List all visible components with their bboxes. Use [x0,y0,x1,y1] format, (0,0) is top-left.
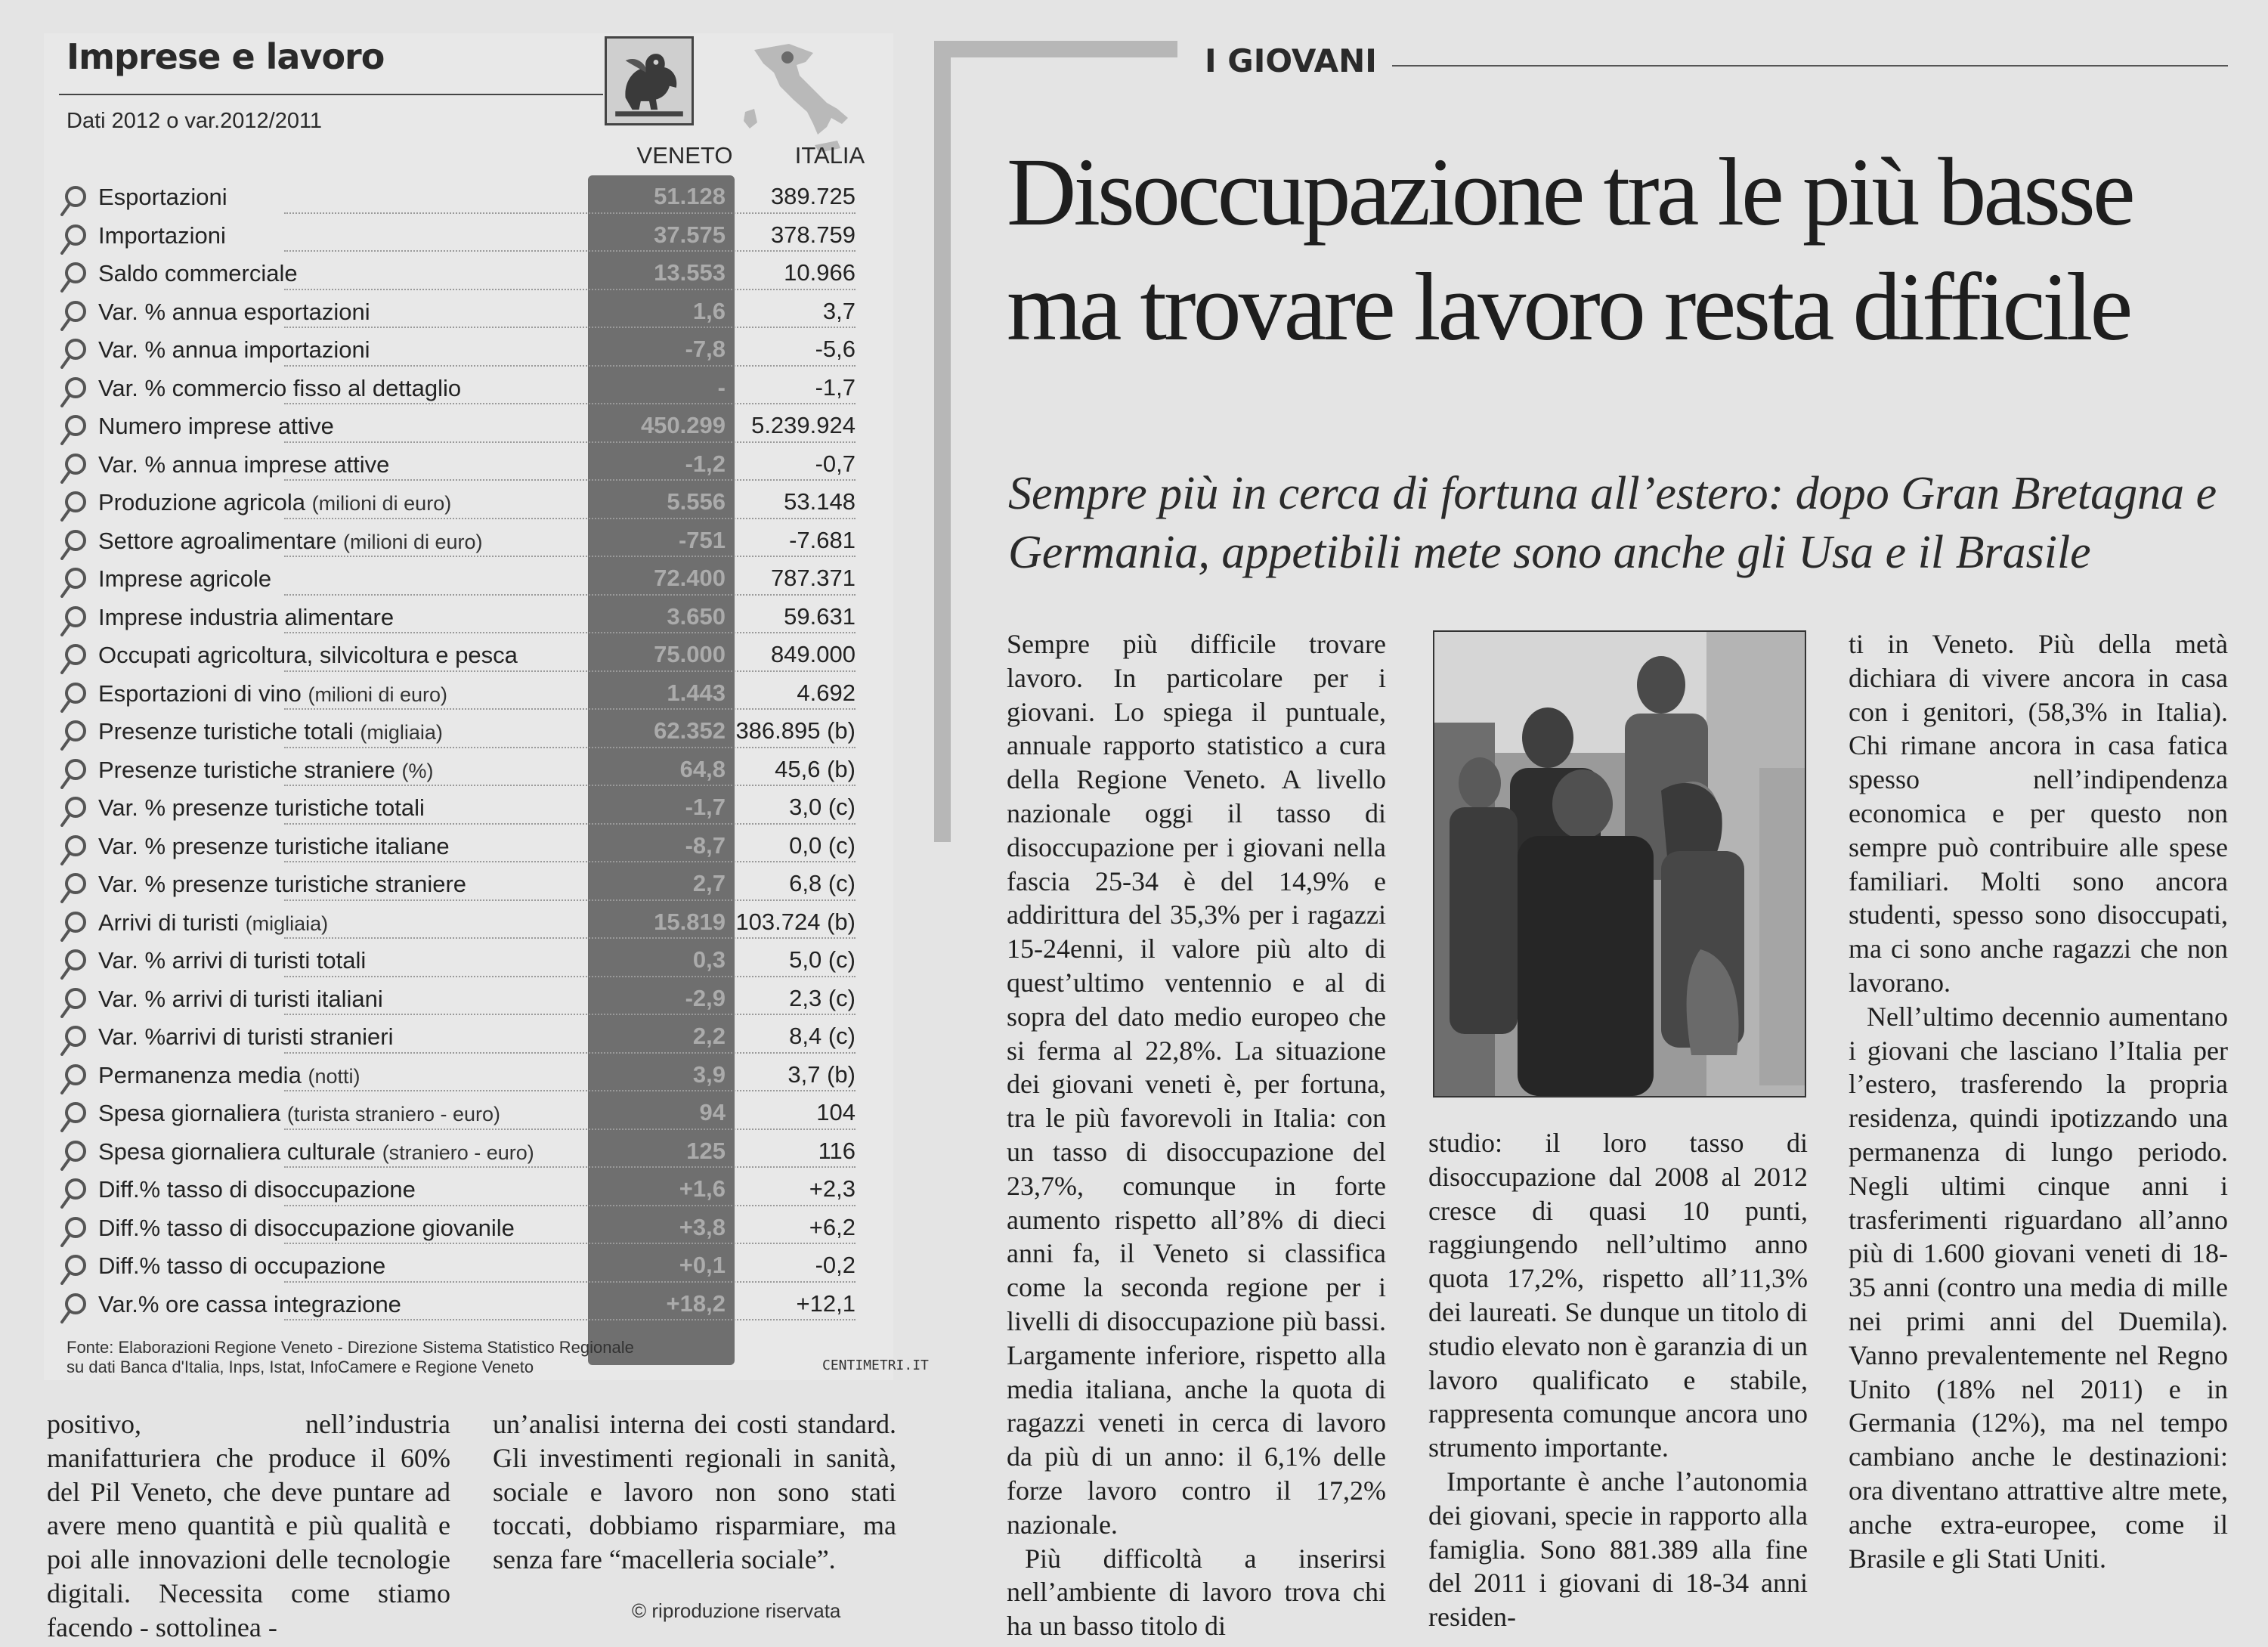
map-pin-icon [57,452,91,484]
italia-value: 787.371 [770,565,856,591]
paragraph: positivo, nell’industria manifatturiera che produce il 60% del Pil Veneto, che deve puntare ad avere meno quantità e più qualità e poi alle innovazioni delle tecnologie digitali. Necessita come stiamo facendo - sottolinea - [47,1409,450,1642]
veneto-value: 2,2 [692,1023,726,1049]
row-label [98,1252,385,1280]
decorative-bracket-horizontal [934,41,1177,57]
row-label [98,757,433,784]
veneto-value: -1,7 [685,794,726,820]
map-pin-icon [57,376,91,407]
row-leader-dots [284,747,856,748]
veneto-value: 64,8 [679,755,726,782]
row-label-text: Imprese agricole [98,565,272,592]
headline-line-2: ma trovare lavoro resta difficile [1007,253,2130,361]
veneto-value: -7,8 [685,336,726,362]
table-row [57,1018,892,1057]
veneto-value: 450.299 [640,412,726,438]
row-label [98,1100,500,1127]
italia-value: 3,7 [822,297,856,324]
row-label [98,1176,416,1203]
previous-article-column-right [493,1407,896,1577]
column-header-italia: ITALIA [794,142,865,169]
italia-value: -7.681 [789,526,856,553]
paragraph: studio: il loro tasso di disoccupazione dal 2008 al 2012 cresce di quasi 10 punti, raggiungendo nell’ultimo anno quota 17,2%, rispetto all’11,3% dei laureati. Se dunque un titolo di studio elevato non è garanzia di un lavoro qualificato e stabile, rappresenta comunque ancora uno strumento importante. [1428,1128,1808,1463]
italia-value: +6,2 [809,1213,856,1240]
row-label-note: (%) [401,759,434,782]
photo-young-people [1433,630,1806,1097]
veneto-value: +1,6 [679,1175,726,1202]
table-row [57,1286,892,1324]
row-leader-dots [284,937,856,939]
map-pin-icon [57,1101,91,1132]
column-header-veneto: VENETO [636,142,733,169]
row-leader-dots [284,1243,856,1244]
row-label-text: Var. % arrivi di turisti italiani [98,985,383,1012]
map-pin-icon [57,184,91,216]
table-row [57,675,892,714]
map-pin-icon [57,1139,91,1171]
row-label-text: Diff.% tasso di occupazione [98,1252,386,1279]
row-leader-dots [284,785,856,786]
table-row [57,789,892,828]
italia-value: 5,0 (c) [789,946,856,973]
map-pin-icon [57,566,91,598]
infobox-source [67,1338,634,1377]
row-leader-dots [284,861,856,862]
veneto-value: +18,2 [666,1289,726,1317]
row-leader-dots [284,632,856,633]
row-leader-dots [284,250,856,252]
map-pin-icon [57,413,91,445]
infobox-credit: CENTIMETRI.IT [822,1358,929,1373]
row-label [98,489,451,516]
table-row [57,1209,892,1248]
row-label [98,986,383,1013]
table-row [57,560,892,599]
map-pin-icon [57,337,91,369]
row-label-note: (migliaia) [360,721,443,744]
table-row [57,828,892,866]
row-label-text: Var. % presenze turistiche italiane [98,832,450,859]
veneto-value: -2,9 [685,984,726,1011]
veneto-value: 15.819 [654,908,726,935]
veneto-value: +3,8 [679,1213,726,1240]
veneto-value: 5.556 [667,488,726,515]
row-label [98,184,227,211]
row-label-text: Var. % annua esportazioni [98,298,370,325]
row-leader-dots [284,1052,856,1054]
row-label [98,1138,534,1166]
row-leader-dots [284,594,856,596]
row-leader-dots [284,403,856,404]
previous-article-column-left [47,1407,450,1645]
italia-value: 8,4 (c) [789,1023,856,1049]
row-label-text: Spesa giornaliera [98,1100,281,1126]
row-label [98,222,226,249]
row-label [98,642,518,669]
source-line-1: Fonte: Elaborazioni Regione Veneto - Direzione Sistema Statistico Regionale [67,1338,634,1357]
row-leader-dots [284,1128,856,1130]
italia-value: 386.895 (b) [735,717,856,744]
row-label [98,680,447,707]
veneto-value: 2,7 [692,870,726,896]
table-row [57,1057,892,1095]
row-label-text: Var. % presenze turistiche totali [98,794,425,821]
italia-value: 103.724 (b) [735,908,856,935]
map-pin-icon [57,642,91,674]
row-label [98,413,334,440]
copyright-notice: © riproduzione riservata [632,1599,841,1622]
infobox-table [57,178,892,1323]
map-pin-icon [57,1177,91,1209]
italia-value: +12,1 [796,1289,856,1317]
row-label-note: (milioni di euro) [308,683,448,706]
table-row [57,942,892,980]
row-leader-dots [284,976,856,977]
row-label [98,451,389,478]
table-row [57,904,892,943]
row-label [98,1023,393,1051]
veneto-value: 3,9 [692,1060,726,1088]
decorative-bracket-vertical [934,41,951,842]
italia-value: 2,3 (c) [789,984,856,1011]
map-pin-icon [57,948,91,980]
row-label-text: Var. % annua imprese attive [98,450,390,478]
row-label-text: Arrivi di turisti [98,909,240,936]
row-label-text: Diff.% tasso di disoccupazione giovanile [98,1214,515,1241]
italia-value: -0,2 [815,1252,856,1278]
row-label-text: Occupati agricoltura, silvicoltura e pesca [98,642,518,668]
article-column-2 [1428,1126,1808,1634]
veneto-value: 0,3 [692,946,726,973]
row-label-text: Numero imprese attive [98,413,334,439]
veneto-value: 1,6 [692,297,726,324]
table-row [57,407,892,446]
row-label-text: Var. % arrivi di turisti totali [98,947,367,974]
row-label [98,299,370,326]
row-label-text: Spesa giornaliera culturale [98,1138,376,1165]
row-label [98,1062,360,1089]
subheadline: Sempre più in cerca di fortuna all’estero: dopo Gran Bretagna e Germania, appetibili mete sono anche gli Usa e il Brasile [1008,468,2217,578]
row-label [98,528,483,555]
row-leader-dots [284,1281,856,1283]
italia-value: 10.966 [784,259,856,286]
row-leader-dots [284,708,856,710]
map-pin-icon [57,986,91,1018]
paragraph: Sempre più difficile trovare lavoro. In particolare per i giovani. Lo spiega il puntuale, annuale rapporto statistico a cura della Regione Veneto. A livello nazionale oggi il tasso di disoccupazione per i giovani nella fascia 25-34 è del 14,9% e addirittura del 35,3% per i ragazzi 15-24enni, il valore più alto di quest’ultimo ventennio e al di sopra del dato medio europeo che si ferma al 22,8%. La situazione dei giovani veneti è, per fortuna, tra le più favorevoli in Italia: con un tasso di disoccupazione del 23,7%, comunque in forte aumento rispetto all’8% di dieci anni fa, il Veneto si classifica come la seconda regione per i livelli di disoccupazione più bassi. Largamente inferiore, rispetto alla media italiana, anche la quota di ragazzi veneti in cerca di lavoro da più di un anno: il 6,1% delle forze lavoro contro il 17,2% nazionale. [1007,629,1386,1540]
article-column-1 [1007,627,1386,1643]
row-label [98,794,425,822]
italia-value: +2,3 [809,1175,856,1202]
italia-value: 53.148 [784,488,856,515]
table-row [57,331,892,370]
table-row [57,446,892,485]
veneto-value: 37.575 [654,221,726,248]
row-label-note: (milioni di euro) [342,530,483,553]
row-label [98,718,443,745]
italia-value: 378.759 [770,221,856,248]
row-label [98,871,466,898]
italia-value: 849.000 [770,641,856,667]
infobox-subtitle: Dati 2012 o var.2012/2011 [67,109,323,133]
infobox-imprese-lavoro [44,33,929,1380]
infobox-title-rule [59,94,603,95]
map-pin-icon [57,1215,91,1247]
row-label-text: Var.% ore cassa integrazione [98,1290,401,1317]
table-row [57,1133,892,1172]
map-pin-icon [57,871,91,903]
row-label-text: Var. % commercio fisso al dettaglio [98,374,462,401]
veneto-value: -1,2 [685,450,726,477]
row-label-text: Var. % annua importazioni [98,336,370,363]
table-row [57,178,892,217]
veneto-value: +0,1 [679,1252,726,1278]
row-label-text: Saldo commerciale [98,260,298,286]
row-leader-dots [284,1166,856,1168]
row-label [98,565,271,593]
row-leader-dots [284,1090,856,1091]
row-label [98,909,328,936]
section-tag: I GIOVANI [1205,42,1377,79]
map-pin-icon [57,719,91,751]
row-leader-dots [284,479,856,481]
table-row [57,1247,892,1286]
map-pin-icon [57,834,91,865]
italia-value: -5,6 [815,336,856,362]
map-pin-icon [57,1253,91,1285]
italia-value: 6,8 (c) [789,870,856,896]
italia-value: 59.631 [784,602,856,630]
italia-value: -1,7 [815,373,856,401]
row-leader-dots [284,518,856,519]
paragraph: Importante è anche l’autonomia dei giovani, specie in rapporto alla famiglia. Sono 881.389 alla fine del 2011 i giovani di 18-34 anni residen- [1428,1466,1808,1633]
veneto-value: 3.650 [667,602,726,630]
row-label-text: Presenze turistiche straniere [98,756,395,783]
row-leader-dots [284,1205,856,1206]
map-pin-icon [57,490,91,522]
row-leader-dots [284,441,856,443]
row-leader-dots [284,823,856,825]
map-pin-icon [57,261,91,293]
table-row [57,713,892,751]
paragraph: un’analisi interna dei costi standard. Gli investimenti regionali in sanità, sociale e lavoro non sono stati toccati, dobbiamo risparmiare, ma senza fare “macelleria sociale”. [493,1409,896,1575]
italia-value: 3,0 (c) [789,794,856,820]
infobox-title: Imprese e lavoro [67,36,385,77]
table-row [57,980,892,1019]
row-label-note: (milioni di euro) [311,492,452,515]
source-line-2: su dati Banca d'Italia, Inps, Istat, InfoCamere e Regione Veneto [67,1358,534,1376]
italia-value: 4.692 [797,679,856,706]
table-row [57,484,892,522]
map-pin-icon [57,299,91,331]
row-leader-dots [284,670,856,672]
italia-value: 389.725 [770,183,856,209]
paragraph: ti in Veneto. Più della metà dichiara di vivere ancora in casa con i genitori, (58,3% in Italia). Chi rimane ancora in casa fatica spesso nell’indipendenza economica e per questo non sempre può contribuire alle spese familiari. Molti sono ancora studenti, spesso sono disoccupati, ma ci sono anche ragazzi che non lavorano. [1849,629,2228,998]
italia-value: 104 [816,1099,856,1125]
veneto-value: 62.352 [654,717,726,744]
table-row [57,751,892,790]
row-label-text: Diff.% tasso di disoccupazione [98,1176,416,1203]
row-leader-dots [284,289,856,290]
veneto-value: 13.553 [654,259,726,286]
table-row [57,255,892,293]
row-label-note: (turista straniero - euro) [286,1103,500,1125]
row-leader-dots [284,1014,856,1015]
row-leader-dots [284,1319,856,1320]
italia-value: 0,0 (c) [789,831,856,859]
row-label-note: (migliaia) [245,912,329,935]
italia-value: 3,7 (b) [787,1060,856,1088]
row-leader-dots [284,212,856,214]
row-leader-dots [284,327,856,328]
row-label [98,260,298,287]
veneto-value: -751 [678,526,726,553]
table-row [57,522,892,561]
map-pin-icon [57,910,91,942]
row-label [98,833,450,860]
table-row [57,636,892,675]
row-label-text: Presenze turistiche totali [98,718,354,745]
veneto-value: 72.400 [654,565,726,591]
row-label [98,947,366,974]
italia-value: 45,6 (b) [775,755,856,782]
row-leader-dots [284,556,856,557]
row-label-text: Importazioni [98,221,226,249]
row-label-text: Produzione agricola [98,489,306,515]
row-label-text: Settore agroalimentare [98,527,337,554]
table-row [57,865,892,904]
map-pin-icon [57,528,91,560]
map-pin-icon [57,1292,91,1323]
italia-value: 5.239.924 [751,412,856,438]
row-label-text: Var. %arrivi di turisti stranieri [98,1023,394,1050]
map-pin-icon [57,223,91,255]
row-label [98,336,370,364]
veneto-value: 94 [699,1099,726,1125]
row-label [98,375,461,402]
veneto-value: 75.000 [654,641,726,667]
italia-value: 116 [818,1137,856,1164]
row-label [98,1215,515,1242]
veneto-value: 125 [686,1137,726,1164]
row-label-note: (straniero - euro) [382,1141,534,1164]
veneto-value: 51.128 [654,183,726,209]
row-label [98,604,394,631]
map-pin-icon [57,605,91,636]
row-leader-dots [284,365,856,367]
map-pin-icon [57,757,91,789]
map-pin-icon [57,1024,91,1056]
veneto-lion-emblem-icon [605,36,694,125]
veneto-value: 1.443 [667,679,726,706]
row-label-text: Permanenza media [98,1061,302,1088]
map-pin-icon [57,1063,91,1094]
veneto-value: - [717,373,726,401]
row-label-text: Esportazioni di vino [98,680,302,707]
table-row [57,293,892,332]
table-row [57,1171,892,1209]
row-label-text: Var. % presenze turistiche straniere [98,871,467,897]
headline [1007,135,2261,364]
table-row [57,599,892,637]
map-pin-icon [57,681,91,713]
paragraph: Nell’ultimo decennio aumentano i giovani che lasciano l’Italia per l’estero, trasferendo la propria residenza, quindi ipotizzando una permanenza di lungo periodo. Negli ultimi cinque anni i trasferimenti riguardano all’anno più di 1.600 giovani veneti di 18-35 anni (contro una media di mille nei primi anni del Duemila). Vanno prevalentemente nel Regno Unito (18% nel 2011) e in Germania (12%), ma nel tempo cambiano anche le destinazioni: ora diventano attrattive altre mete, anche extra-europee, come il Brasile e gli Stati Uniti. [1849,1001,2228,1574]
map-pin-icon [57,795,91,827]
veneto-value: -8,7 [685,831,726,859]
italia-value: -0,7 [815,450,856,477]
table-row [57,217,892,255]
row-leader-dots [284,899,856,901]
paragraph: Più difficoltà a inserirsi nell’ambiente di lavoro trova chi ha un basso titolo di [1007,1543,1386,1642]
row-label-note: (notti) [308,1064,360,1088]
article-column-3 [1849,627,2228,1575]
row-label-text: Esportazioni [98,184,227,210]
row-label-text: Imprese industria alimentare [98,603,395,630]
headline-line-1: Disoccupazione tra le più basse [1007,138,2133,246]
row-label [98,1291,401,1318]
section-rule [1392,65,2228,67]
table-row [57,370,892,408]
table-row [57,1094,892,1133]
